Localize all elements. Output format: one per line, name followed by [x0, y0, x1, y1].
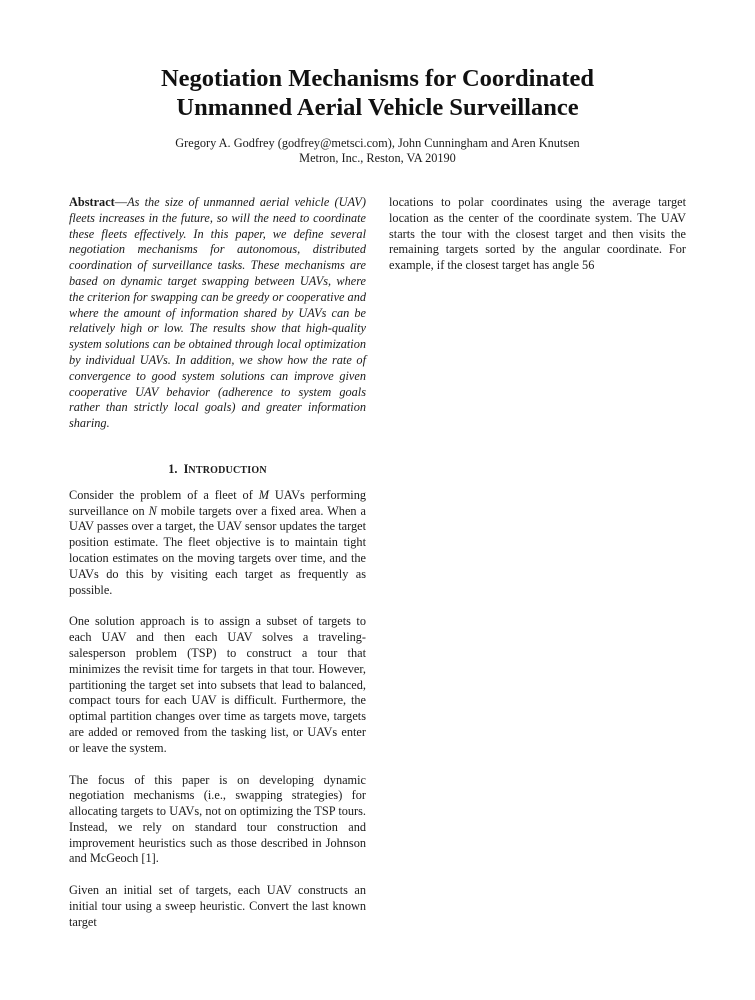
title-line-2: Unmanned Aerial Vehicle Surveillance	[176, 94, 579, 121]
abstract-paragraph	[69, 195, 366, 432]
abstract-label: Abstract	[69, 195, 115, 209]
intro-paragraph-1	[69, 488, 366, 599]
intro-paragraph-4: Given an initial set of targets, each UAV constructs an initial tour using a sweep heuristic. Convert the last known target	[69, 883, 366, 929]
author-block	[0, 136, 755, 166]
right-column	[389, 195, 686, 290]
intro-paragraph-3: The focus of this paper is on developing dynamic negotiation mechanisms (i.e., swapping strategies) for allocating targets to UAVs, not on optimizing the TSP tours. Instead, we rely on standard tour construction and improvement heuristics such as those described in Johnson and McGeoch [1].	[69, 772, 366, 866]
intro-p1-var-n: N	[148, 503, 157, 518]
paper-title	[0, 64, 755, 122]
section-heading-rest: NTRODUCTION	[188, 464, 267, 476]
intro-paragraph-4-continued: locations to polar coordinates using the average target location as the center of the coordinate system. The UAV starts the tour with the closest target and then visits the remaining targets sorted by the angular coordinate. For example, if the closest target has angle 56	[389, 195, 686, 273]
intro-paragraph-2: One solution approach is to assign a subset of targets to each UAV and then each UAV solves a traveling-salesperson problem (TSP) to construct a tour that minimizes the revisit time for targets in that tour. However, partitioning the target set into subsets that lead to balanced, compact tours for each UAV is difficult. Furthermore, the optimal partition changes over time as targets move, targets are added or removed from the tasking list, or UAVs enter or leave the system.	[69, 614, 366, 755]
section-number: 1.	[168, 461, 178, 476]
abstract-text: As the size of unmanned aerial vehicle (UAV) fleets increases in the future, so will the need to coordinate these fleets effectively. In this paper, we define several negotiation mechanisms for autonomous, distributed coordination of surveillance tasks. These mechanisms are based on dynamic target swapping between UAVs, where the criterion for swapping can be greedy or cooperative and where the amount of information shared by UAVs can be relatively high or low. The results show that high-quality system solutions can be obtained through local optimization by individual UAVs. In addition, we show how the rate of convergence to good system solutions can improve given cooperative UAV behavior (adherence to system goals rather than strictly local goals) and greater information sharing.	[69, 195, 367, 431]
title-line-1: Negotiation Mechanisms for Coordinated	[160, 65, 595, 92]
intro-p1-text-a: Consider the problem of a fleet of	[69, 487, 259, 502]
intro-p1-text-c: mobile targets over a fixed area. When a UAV passes over a target, the UAV sensor updates the target position estimate. The fleet objective is to maintain tight location estimates on the moving targets over time, and the UAVs do this by visiting each target as frequently as possible.	[69, 503, 366, 597]
intro-p1-var-m: M	[258, 487, 269, 502]
author-affiliation: Metron, Inc., Reston, VA 20190	[299, 151, 456, 165]
abstract-dash: —	[114, 195, 128, 209]
left-column	[69, 195, 366, 947]
intro-p1-text-b: UAVs performing surveillance on	[69, 487, 366, 518]
author-names: Gregory A. Godfrey (godfrey@metsci.com), John Cunningham and Aren Knutsen	[175, 136, 580, 150]
section-heading-first-letter: I	[183, 461, 189, 476]
section-heading-introduction	[69, 462, 366, 479]
